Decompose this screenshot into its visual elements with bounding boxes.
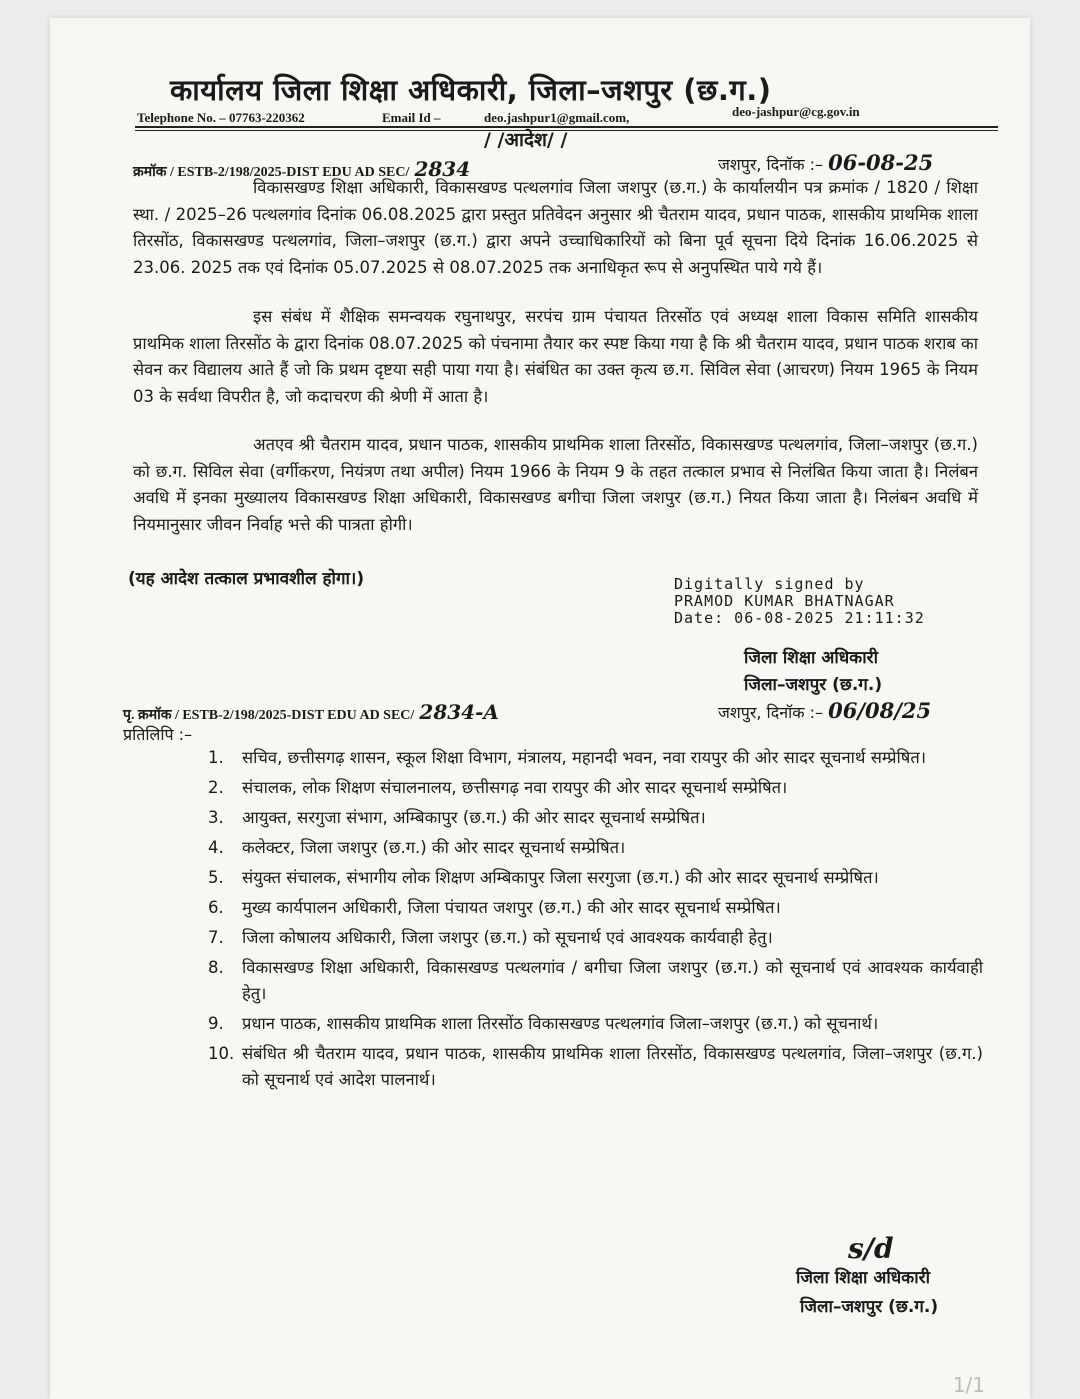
endorsement-ref-label: पृ. क्रमॉक / ESTB-2/198/2025-DIST EDU AD SEC/ bbox=[123, 708, 415, 723]
endorsement-date-value: 06/08/25 bbox=[828, 698, 932, 723]
list-item: 6. मुख्य कार्यपालन अधिकारी, जिला पंचायत जशपुर (छ.ग.) की ओर सादर सूचनार्थ सम्प्रेषित। bbox=[208, 898, 781, 917]
order-heading: / /आदेश/ / bbox=[484, 129, 568, 151]
list-item: 1. सचिव, छत्तीसगढ़ शासन, स्कूल शिक्षा विभाग, मंत्रालय, महानदी भवन, नवा रायपुर की ओर सादर सूचनार्थ सम्प्रेषित। bbox=[208, 748, 926, 767]
order-ref-label: क्रमॉक / ESTB-2/198/2025-DIST EDU AD SEC/ bbox=[133, 165, 410, 180]
endorsement-designation: जिला शिक्षा अधिकारी bbox=[796, 1268, 930, 1288]
copy-label: प्रतिलिपि :– bbox=[123, 725, 193, 744]
email-primary: deo.jashpur1@gmail.com, bbox=[484, 110, 630, 125]
email-label: Email Id – bbox=[382, 110, 441, 125]
order-date-label: जशपुर, दिनॉक :– bbox=[718, 155, 823, 174]
list-item: 10. संबंधित श्री चैतराम यादव, प्रधान पाठक, शासकीय प्राथमिक शाला तिरसोंठ, विकासखण्ड पत्थलगांव, जिला–जशपुर (छ.ग.) को सूचनार्थ एवं आदेश पालनार्थ। bbox=[208, 1044, 983, 1089]
sd-mark: s/d bbox=[848, 1232, 894, 1265]
body-paragraph-1: विकासखण्ड शिक्षा अधिकारी, विकासखण्ड पत्थलगांव जिला जशपुर (छ.ग.) के कार्यालयीन पत्र क्रमांक / 1820 / शिक्षा स्था. / 2025–26 पत्थलगांव दिनांक 06.08.2025 द्वारा प्रस्तुत प्रतिवेदन अनुसार श्री चैतराम यादव, प्रधान पाठक, शासकीय प्राथमिक शाला तिरसोंठ, विकासखण्ड पत्थलगांव, जिला–जशपुर (छ.ग.) द्वारा अपने उच्चाधिकारियों को बिना पूर्व सूचना दिये दिनांक 16.06.2025 से 23.06. 2025 तक एवं दिनांक 05.07.2025 से 08.07.2025 तक अनाधिकृत रूप से अनुपस्थित पाये गये हैं। bbox=[133, 178, 978, 277]
list-item: 2. संचालक, लोक शिक्षण संचालनालय, छत्तीसगढ़ नवा रायपुर की ओर सादर सूचनार्थ सम्प्रेषित। bbox=[208, 778, 788, 797]
body-paragraph-2: इस संबंध में शैक्षिक समन्वयक रघुनाथपुर, सरपंच ग्राम पंचायत तिरसोंठ एवं अध्यक्ष शाला विकास समिति शासकीय प्राथमिक शाला तिरसोंठ के द्वारा दिनांक 08.07.2025 को पंचनामा तैयार कर स्पष्ट किया गया है कि श्री चैतराम यादव, प्रधान पाठक शराब का सेवन कर विद्यालय आते हैं जो कि प्रथम दृष्टया सही पाया गया है। संबंधित का उक्त कृत्य छ.ग. सिविल सेवा (आचरण) नियम 1965 के नियम 03 के सर्वथा विपरीत है, जो कदाचरण की श्रेणी में आता है। bbox=[133, 307, 978, 406]
list-item: 7. जिला कोषालय अधिकारी, जिला जशपुर (छ.ग.) को सूचनार्थ एवं आवश्यक कार्यवाही हेतु। bbox=[208, 928, 773, 947]
order-date-line bbox=[718, 150, 933, 175]
office-title: कार्यालय जिला शिक्षा अधिकारी, जिला–जशपुर (छ.ग.) bbox=[170, 73, 772, 107]
list-item: 5. संयुक्त संचालक, संभागीय लोक शिक्षण अम्बिकापुर जिला सरगुजा (छ.ग.) की ओर सादर सूचनार्थ सम्प्रेषित। bbox=[208, 868, 879, 887]
order-date-value: 06-08-25 bbox=[828, 150, 934, 175]
order-ref-number: 2834 bbox=[414, 157, 471, 181]
list-item: 3. आयुक्त, सरगुजा संभाग, अम्बिकापुर (छ.ग.) की ओर सादर सूचनार्थ सम्प्रेषित। bbox=[208, 808, 706, 827]
endorsement-ref-line bbox=[123, 700, 499, 724]
telephone: Telephone No. – 07763-220362 bbox=[137, 110, 305, 125]
signatory-district: जिला–जशपुर (छ.ग.) bbox=[744, 675, 883, 695]
list-item: 9. प्रधान पाठक, शासकीय प्राथमिक शाला तिरसोंठ विकासखण्ड पत्थलगांव जिला–जशपुर (छ.ग.) को सूचनार्थ। bbox=[208, 1014, 879, 1033]
body-paragraph-3: अतएव श्री चैतराम यादव, प्रधान पाठक, शासकीय प्राथमिक शाला तिरसोंठ, विकासखण्ड पत्थलगांव, जिला–जशपुर (छ.ग.) को छ.ग. सिविल सेवा (वर्गीकरण, नियंत्रण तथा अपील) नियम 1966 के नियम 9 के तहत तत्काल प्रभाव से निलंबित किया जाता है। निलंबन अवधि में इनका मुख्यालय विकासखण्ड शिक्षा अधिकारी, विकासखण्ड बगीचा जिला जशपुर (छ.ग.) नियत किया जाता है। निलंबन अवधि में नियमानुसार जीवन निर्वाह भत्ते की पात्रता होगी। bbox=[133, 435, 978, 534]
list-item: 4. कलेक्टर, जिला जशपुर (छ.ग.) की ओर सादर सूचनार्थ सम्प्रेषित। bbox=[208, 838, 626, 857]
signatory-designation: जिला शिक्षा अधिकारी bbox=[744, 648, 878, 668]
list-item: 8. विकासखण्ड शिक्षा अधिकारी, विकासखण्ड पत्थलगांव / बगीचा जिला जशपुर (छ.ग.) को सूचनार्थ एवं आवश्यक कार्यवाही हेतु। bbox=[208, 958, 983, 1003]
copy-list bbox=[208, 745, 983, 1097]
effective-note: (यह आदेश तत्काल प्रभावशील होगा।) bbox=[128, 569, 365, 589]
endorsement-district: जिला–जशपुर (छ.ग.) bbox=[800, 1297, 939, 1317]
page-indicator: 1/1 bbox=[952, 1373, 985, 1397]
endorsement-date-label: जशपुर, दिनॉक :– bbox=[718, 703, 823, 722]
endorsement-ref-number: 2834-A bbox=[419, 700, 499, 724]
email-secondary: deo-jashpur@cg.gov.in bbox=[732, 104, 860, 119]
digital-signature: Digitally signed by PRAMOD KUMAR BHATNAGAR Date: 06-08-2025 21:11:32 bbox=[674, 575, 925, 627]
endorsement-date-line bbox=[718, 698, 931, 723]
